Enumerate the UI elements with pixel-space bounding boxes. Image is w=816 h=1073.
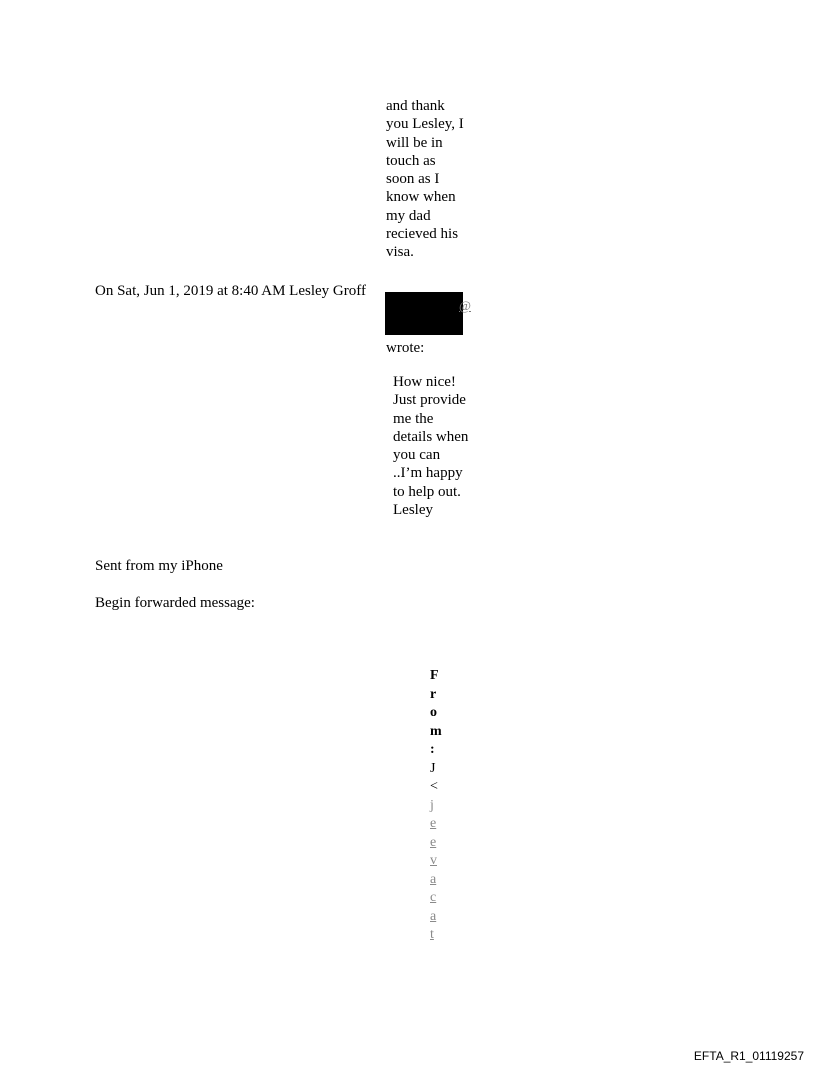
redacted-email-link[interactable]: @	[459, 298, 471, 313]
from-email-char[interactable]: e	[430, 816, 437, 831]
from-email-char[interactable]: a	[430, 908, 437, 924]
signature-text: Sent from my iPhone	[95, 558, 223, 574]
from-email-char[interactable]: a	[430, 871, 437, 887]
wrote-label: wrote:	[386, 340, 425, 356]
from-label-char: o	[430, 705, 437, 720]
quoted-message-text: How nice! Just provide me the details when you can ..I’m happy to help out. Lesley	[393, 374, 469, 519]
from-label-char: :	[430, 742, 435, 757]
from-email-char[interactable]: e	[430, 834, 437, 850]
from-label-char: m	[430, 723, 442, 739]
from-name-char: J	[430, 760, 436, 776]
from-email-char[interactable]: j	[430, 797, 434, 813]
forward-label: Begin forwarded message:	[95, 595, 255, 611]
from-email-char[interactable]: c	[430, 890, 437, 905]
from-label-char: F	[430, 668, 439, 683]
from-email-char[interactable]: t	[430, 927, 434, 942]
redaction-box	[385, 292, 463, 335]
document-id-footer: EFTA_R1_01119257	[693, 1049, 804, 1063]
from-label-char: r	[430, 686, 437, 702]
from-name-char: <	[430, 779, 438, 794]
from-email-char[interactable]: v	[430, 853, 437, 868]
quote-header: On Sat, Jun 1, 2019 at 8:40 AM Lesley Groff	[95, 283, 366, 299]
forwarded-from-column	[430, 667, 446, 945]
reply-message-text: and thank you Lesley, I will be in touch as soon as I know when my dad recieved his visa.	[386, 98, 464, 261]
